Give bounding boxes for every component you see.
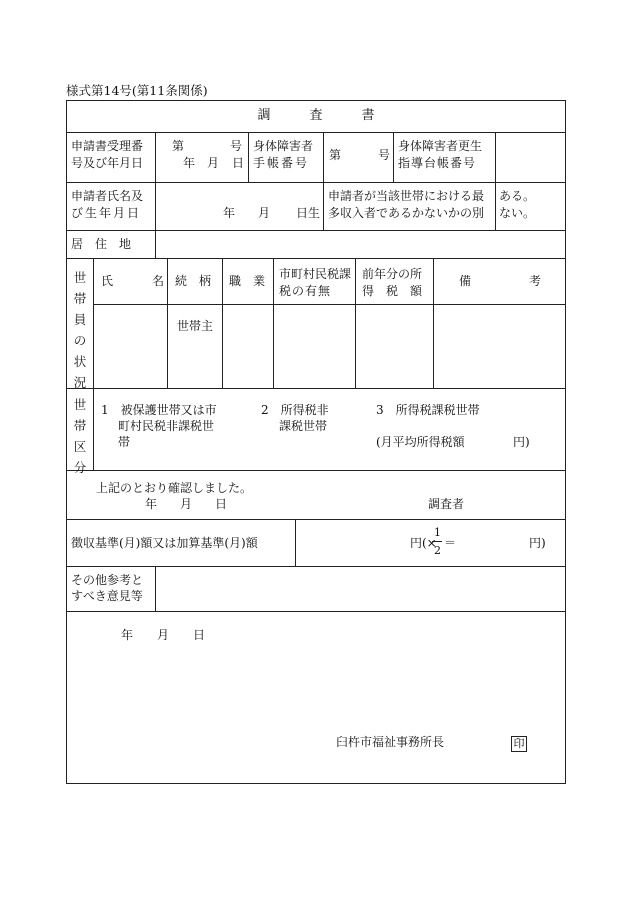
- cert-suffix: 号: [378, 148, 391, 162]
- office-title: 臼杵市福祉事務所長: [336, 735, 445, 749]
- cert-label-1: 身体障害者: [253, 139, 314, 153]
- rule-household-header: [93, 304, 566, 305]
- category-item1-3: 帯: [118, 435, 131, 449]
- rule-household: [66, 388, 566, 389]
- other-label-2: すべき意見等: [71, 589, 143, 603]
- income-question-1: 申請者が当該世帯における最: [328, 189, 485, 203]
- category-side-char: 区: [73, 439, 87, 454]
- household-side-char: の: [73, 333, 87, 348]
- app-year: 年: [183, 156, 196, 170]
- category-side-char: 分: [73, 460, 87, 475]
- category-item3-1: 3 所得税課税世帯: [376, 403, 480, 417]
- col-tax-2: 税の有無: [279, 284, 332, 298]
- confirm-month: 月: [180, 497, 193, 511]
- app-no-label-2: 号及び年月日: [71, 156, 144, 170]
- household-side-char: 帯: [73, 291, 87, 306]
- app-no-prefix: 第: [172, 139, 185, 153]
- rule-fee: [66, 566, 566, 567]
- confirm-day: 日: [215, 497, 228, 511]
- category-side-char: 世: [73, 397, 87, 412]
- rule-v-r1a: [248, 132, 249, 182]
- footer-year: 年: [121, 628, 134, 642]
- cert-label-2: 手帳番号: [253, 156, 310, 170]
- investigator-label: 調査者: [428, 497, 465, 511]
- form-label: 様式第14号(第11条関係): [66, 83, 208, 98]
- col-prev-2: 得 税 額: [362, 284, 423, 298]
- rule-row1: [66, 182, 566, 183]
- rehab-label-2: 指導台帳番号: [398, 156, 477, 170]
- birth-year: 年: [223, 206, 236, 220]
- category-side-char: 帯: [73, 418, 87, 433]
- other-label-1: その他参考と: [71, 573, 144, 587]
- footer-day: 日: [193, 628, 206, 642]
- name-label-2: び生年月日: [71, 206, 142, 220]
- category-item1-2: 町村民税非課税世: [118, 419, 215, 433]
- col-relation: 続 柄: [175, 274, 212, 288]
- option-no: ない。: [499, 206, 536, 220]
- fee-yen: 円(×: [410, 536, 437, 550]
- app-no-suffix: 号: [230, 139, 243, 153]
- rule-v-job: [273, 258, 274, 388]
- col-prev-1: 前年分の所: [362, 267, 423, 281]
- app-no-label-1: 申請書受理番: [71, 139, 144, 153]
- rule-other: [66, 611, 566, 612]
- rule-v-other: [155, 566, 156, 611]
- col-name-2: 名: [152, 274, 165, 288]
- household-side-char: 員: [73, 312, 87, 327]
- rule-v-r1c: [393, 132, 394, 182]
- birth-month: 月: [258, 206, 271, 220]
- birth-day: 日生: [296, 206, 321, 220]
- rule-v-prev: [433, 258, 434, 388]
- rule-v-r1b: [323, 132, 324, 230]
- fee-close: 円): [529, 536, 546, 550]
- rule-v-tax: [355, 258, 356, 388]
- rule-residence: [66, 258, 566, 259]
- fee-denominator: 2: [434, 544, 441, 557]
- category-item1-1: 1 被保護世帯又は市: [101, 403, 217, 417]
- rule-v-r1d: [495, 132, 496, 230]
- income-question-2: 多収入者であるかないかの別: [328, 206, 485, 220]
- household-side-char: 世: [73, 270, 87, 285]
- option-yes: ある。: [499, 189, 536, 203]
- category-item2-1: 2 所得税非: [261, 403, 329, 417]
- seal-mark: 印: [511, 736, 527, 752]
- category-item3-2: (月平均所得税額: [376, 435, 465, 449]
- fee-fraction-bar: [432, 541, 442, 542]
- fee-equals: ＝: [444, 536, 457, 550]
- household-side-char: 況: [73, 375, 87, 390]
- rule-row2: [66, 230, 566, 231]
- category-item2-2: 課税世帯: [279, 419, 328, 433]
- rule-confirm: [66, 519, 566, 520]
- footer-month: 月: [157, 628, 170, 642]
- col-remarks-2: 考: [529, 274, 542, 288]
- col-tax-1: 市町村民税課: [279, 267, 352, 281]
- category-item3-3: 円): [513, 435, 530, 449]
- fee-label: 徴収基準(月)額又は加算基準(月)額: [71, 536, 258, 550]
- confirm-text: 上記のとおり確認しました。: [96, 481, 253, 495]
- cert-prefix: 第: [329, 148, 342, 162]
- first-relation: 世帯主: [177, 319, 214, 333]
- app-day: 日: [232, 156, 245, 170]
- confirm-year: 年: [145, 497, 158, 511]
- residence-label: 居 住 地: [71, 237, 132, 251]
- app-month: 月: [207, 156, 220, 170]
- col-job: 職 業: [229, 274, 266, 288]
- rule-v-residence: [155, 230, 156, 258]
- rule-v-fee: [295, 519, 296, 566]
- col-remarks-1: 備: [459, 274, 472, 288]
- rule-v-label: [155, 132, 156, 230]
- form-title: 調 査 書: [257, 108, 375, 123]
- fee-numerator: 1: [434, 526, 441, 539]
- rule-v-relation: [222, 258, 223, 388]
- rule-v-side: [93, 258, 94, 470]
- rehab-label-1: 身体障害者更生: [398, 139, 483, 153]
- rule-category: [66, 470, 566, 471]
- rule-v-name: [167, 258, 168, 388]
- col-name-1: 氏: [101, 274, 114, 288]
- household-side-char: 状: [73, 354, 87, 369]
- rule-title: [66, 132, 566, 133]
- name-label-1: 申請者氏名及: [71, 189, 144, 203]
